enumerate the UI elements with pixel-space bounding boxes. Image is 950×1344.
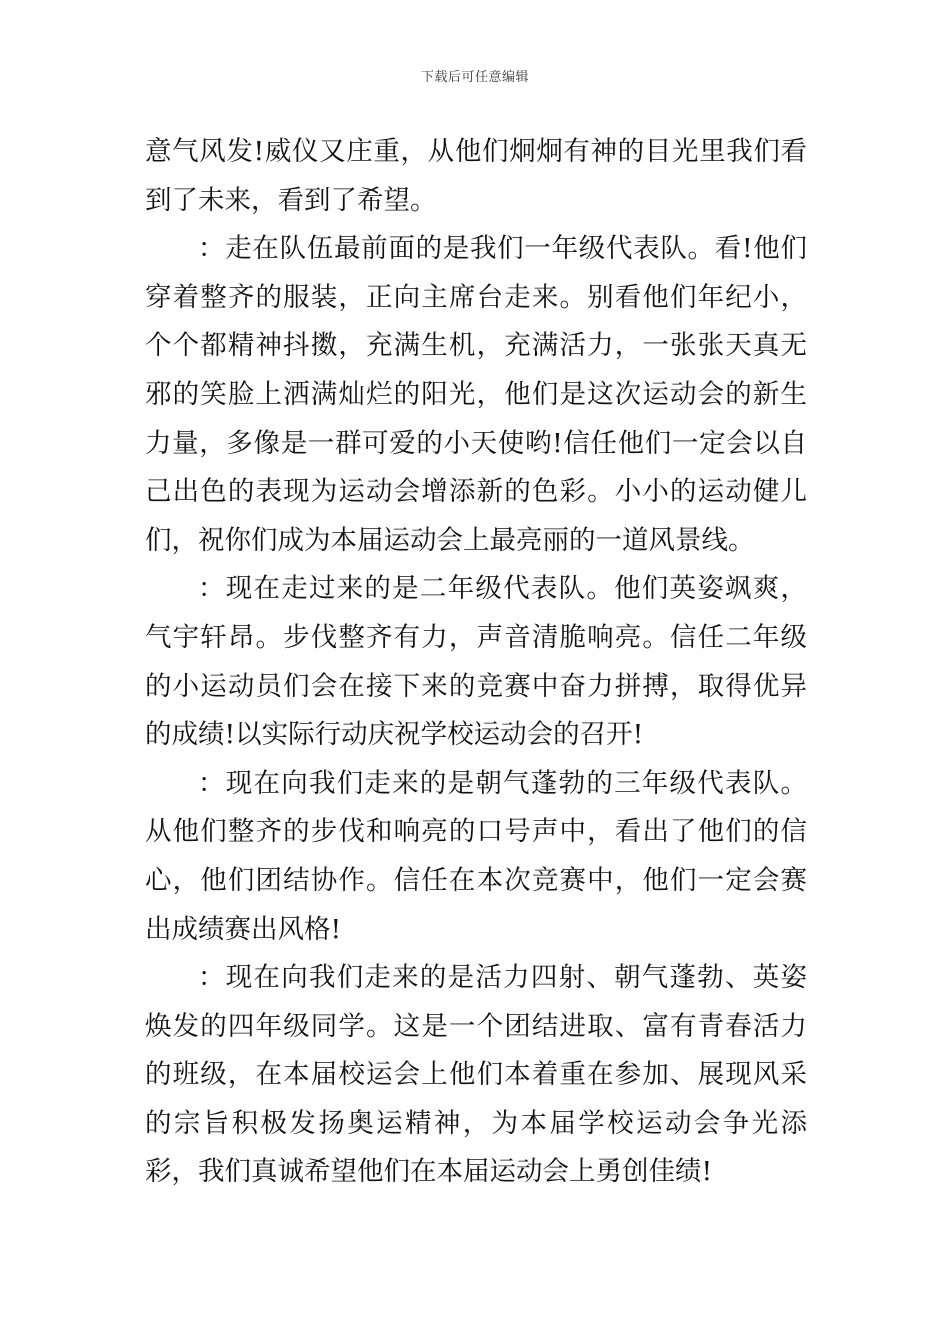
document-body	[145, 128, 807, 1197]
paragraph: ：现在向我们走来的是活力四射、朝气蓬勃、英姿焕发的四年级同学。这是一个团结进取、富有青春活力的班级，在本届校运会上他们本着重在参加、展现风采的宗旨积极发扬奥运精神，为本届学校运动会争光添彩，我们真诚希望他们在本届运动会上勇创佳绩!	[145, 962, 807, 1188]
paragraph: 意气风发!威仪又庄重，从他们炯炯有神的目光里我们看到了未来，看到了希望。	[145, 136, 807, 216]
page-header: 下载后可任意编辑	[420, 70, 529, 85]
paragraph: ：走在队伍最前面的是我们一年级代表队。看!他们穿着整齐的服装，正向主席台走来。别看他们年纪小，个个都精神抖擞，充满生机，充满活力，一张张天真无邪的笑脸上洒满灿烂的阳光，他们是这次运动会的新生力量，多像是一群可爱的小天使哟!信任他们一定会以自己出色的表现为运动会增添新的色彩。小小的运动健儿们，祝你们成为本届运动会上最亮丽的一道风景线。	[145, 233, 807, 556]
paragraph: ：现在走过来的是二年级代表队。他们英姿飒爽，气宇轩昂。步伐整齐有力，声音清脆响亮。信任二年级的小运动员们会在接下来的竞赛中奋力拼搏，取得优异的成绩!以实际行动庆祝学校运动会的召开!	[145, 573, 807, 751]
paragraph: ：现在向我们走来的是朝气蓬勃的三年级代表队。从他们整齐的步伐和响亮的口号声中，看出了他们的信心，他们团结协作。信任在本次竞赛中，他们一定会赛出成绩赛出风格!	[145, 767, 807, 945]
